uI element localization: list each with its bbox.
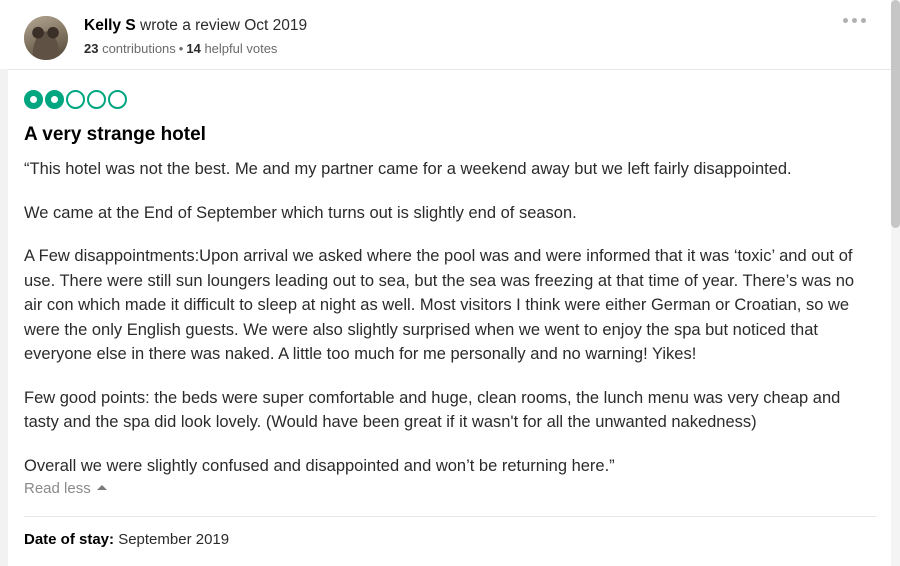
date-of-stay-value: September 2019 [114, 531, 230, 548]
read-less-button[interactable] [24, 480, 107, 497]
page-scrollbar[interactable] [891, 0, 900, 566]
page-scrollbar-thumb[interactable] [891, 0, 900, 228]
more-options-icon[interactable] [843, 18, 866, 23]
review-title: A very strange hotel [24, 124, 206, 145]
helpful-votes-label: helpful votes [200, 41, 278, 56]
review-header [0, 0, 900, 69]
avatar[interactable] [24, 16, 68, 60]
review-paragraph: A Few disappointments:Upon arrival we asked where the pool was and were informed that it was ‘toxic’ and out of use. There were still sun loungers leading out to sea, but the sea was freezing at that time of year. There’s was no air con which made it difficult to sleep at night as well. Most visitors I think were either German or Croatian, so we were the only English guests. We were also slightly surprised when we went to enjoy the spa but noticed that everyone else in there was naked. A little too much for me personally and no warning! Yikes! [24, 247, 855, 363]
reviewer-info [84, 14, 307, 58]
read-less-label: Read less [24, 480, 91, 497]
date-of-stay-label: Date of stay: [24, 531, 115, 548]
reviewer-byline [84, 16, 307, 36]
reviewer-name[interactable]: Kelly S [84, 17, 136, 34]
left-gutter [0, 69, 8, 566]
review-date: Oct 2019 [244, 17, 308, 34]
helpful-votes-count: 14 [186, 41, 201, 56]
rating-bubble-2 [45, 90, 64, 109]
review-body [0, 70, 900, 517]
chevron-up-icon [97, 485, 107, 490]
stats-separator: • [178, 41, 184, 56]
reviewer-stats [84, 40, 307, 58]
rating-bubble-1 [24, 90, 43, 109]
contributions-count: 23 [84, 41, 99, 56]
review-text [24, 157, 876, 478]
wrote-review-text: wrote a review [135, 17, 245, 34]
rating-bubble-4 [87, 90, 106, 109]
kebab-dot [861, 18, 866, 23]
review-paragraph: “This hotel was not the best. Me and my partner came for a weekend away but we left fairly disappointed. [24, 160, 792, 178]
rating-bubble-5 [108, 90, 127, 109]
contributions-label: contributions [98, 41, 176, 56]
rating-bubble-3 [66, 90, 85, 109]
kebab-dot [852, 18, 857, 23]
review-paragraph: Overall we were slightly confused and disappointed and won’t be returning here.” [24, 456, 615, 475]
kebab-dot [843, 18, 848, 23]
rating-bubbles [24, 90, 876, 109]
review-paragraph: We came at the End of September which turns out is slightly end of season. [24, 203, 577, 222]
avatar-image [24, 16, 68, 60]
date-of-stay [0, 517, 900, 548]
review-paragraph: Few good points: the beds were super comfortable and huge, clean rooms, the lunch menu was very cheap and tasty and the spa did look lovely. (Would have been great if it wasn't for all the unwanted nakedness) [24, 388, 841, 431]
